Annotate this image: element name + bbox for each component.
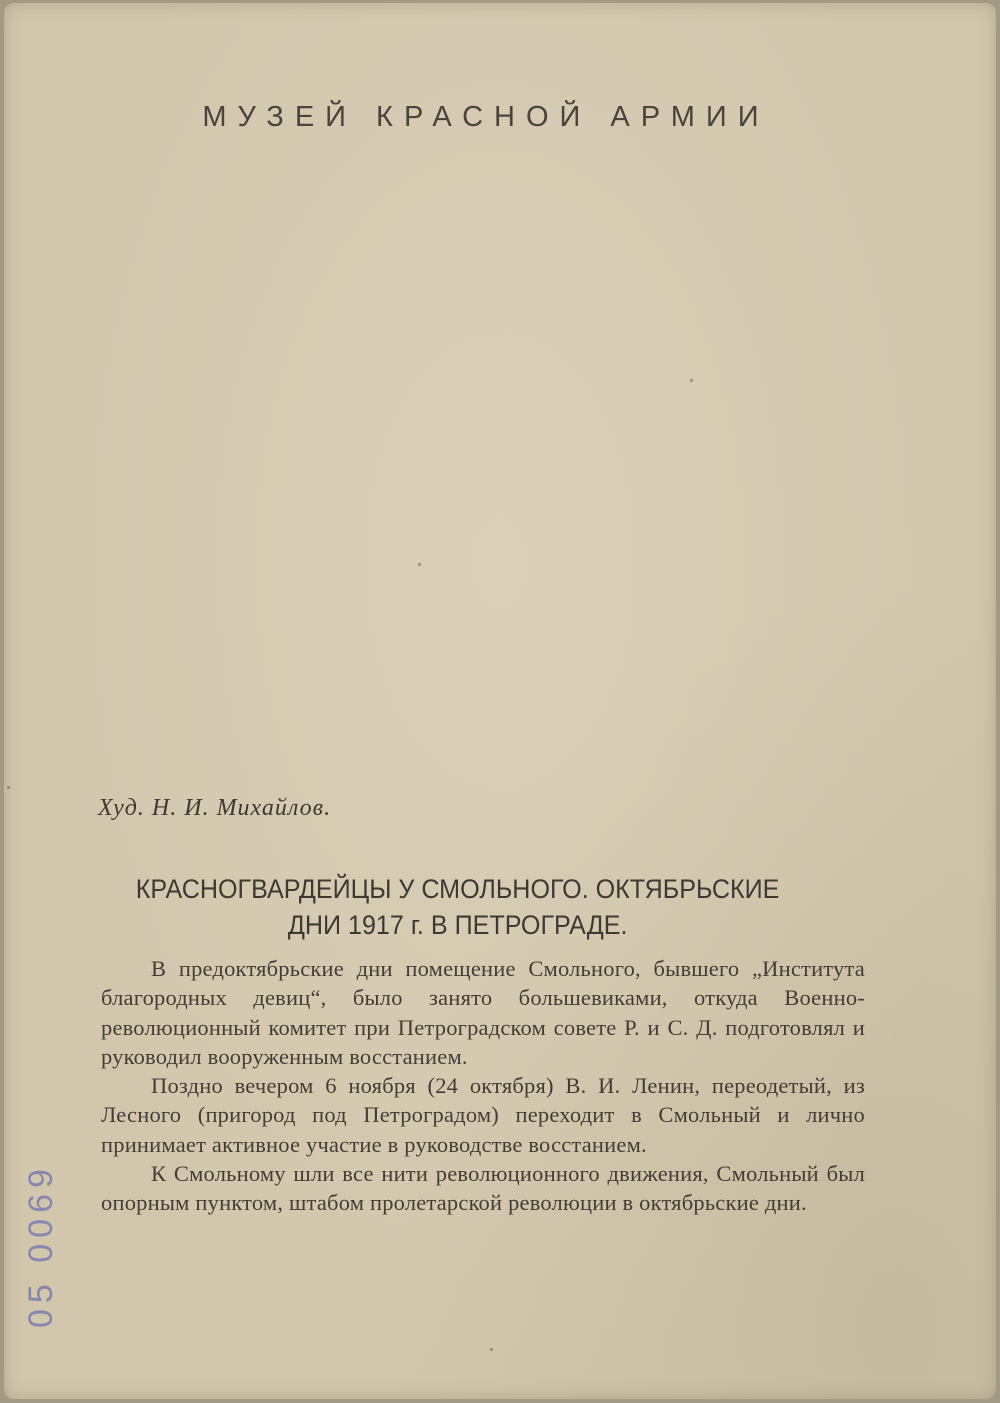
postcard-back (4, 3, 996, 1399)
paper-speck (690, 379, 693, 382)
paper-speck (418, 563, 421, 566)
museum-title: МУЗЕЙ КРАСНОЙ АРМИИ (202, 101, 770, 133)
artist-credit: Худ. Н. И. Михайлов. (98, 795, 332, 821)
artwork-title (94, 871, 821, 943)
artwork-title-line-2: ДНИ 1917 г. В ПЕТРОГРАДЕ. (287, 910, 628, 940)
description-paragraph-1: В предоктябрьские дни помещение Смольного, бывшего „Института благородных девиц“, было занято большевиками, откуда Военно-революционный комитет при Петроградском совете Р. и С. Д. подготовлял и руководил вооруженным восстанием. (101, 956, 865, 1069)
paper-speck (7, 786, 10, 789)
description-paragraph-2: Поздно вечером 6 ноября (24 октября) В. И. Ленин, переодетый, из Лесного (пригород под Петроградом) переходит в Смольный и лично принимает активное участие в руководстве восстанием. (101, 1073, 865, 1157)
inventory-number-stamp: 05 0069 (22, 1163, 60, 1328)
description-paragraph-3: К Смольному шли все нити революционного движения, Смольный был опорным пунктом, штабом пролетарской революции в октябрьские дни. (101, 1161, 865, 1216)
description-text (101, 954, 865, 1218)
paper-speck (490, 1348, 493, 1351)
artwork-title-line-1: КРАСНОГВАРДЕЙЦЫ У СМОЛЬНОГО. ОКТЯБРЬСКИЕ (135, 874, 780, 904)
